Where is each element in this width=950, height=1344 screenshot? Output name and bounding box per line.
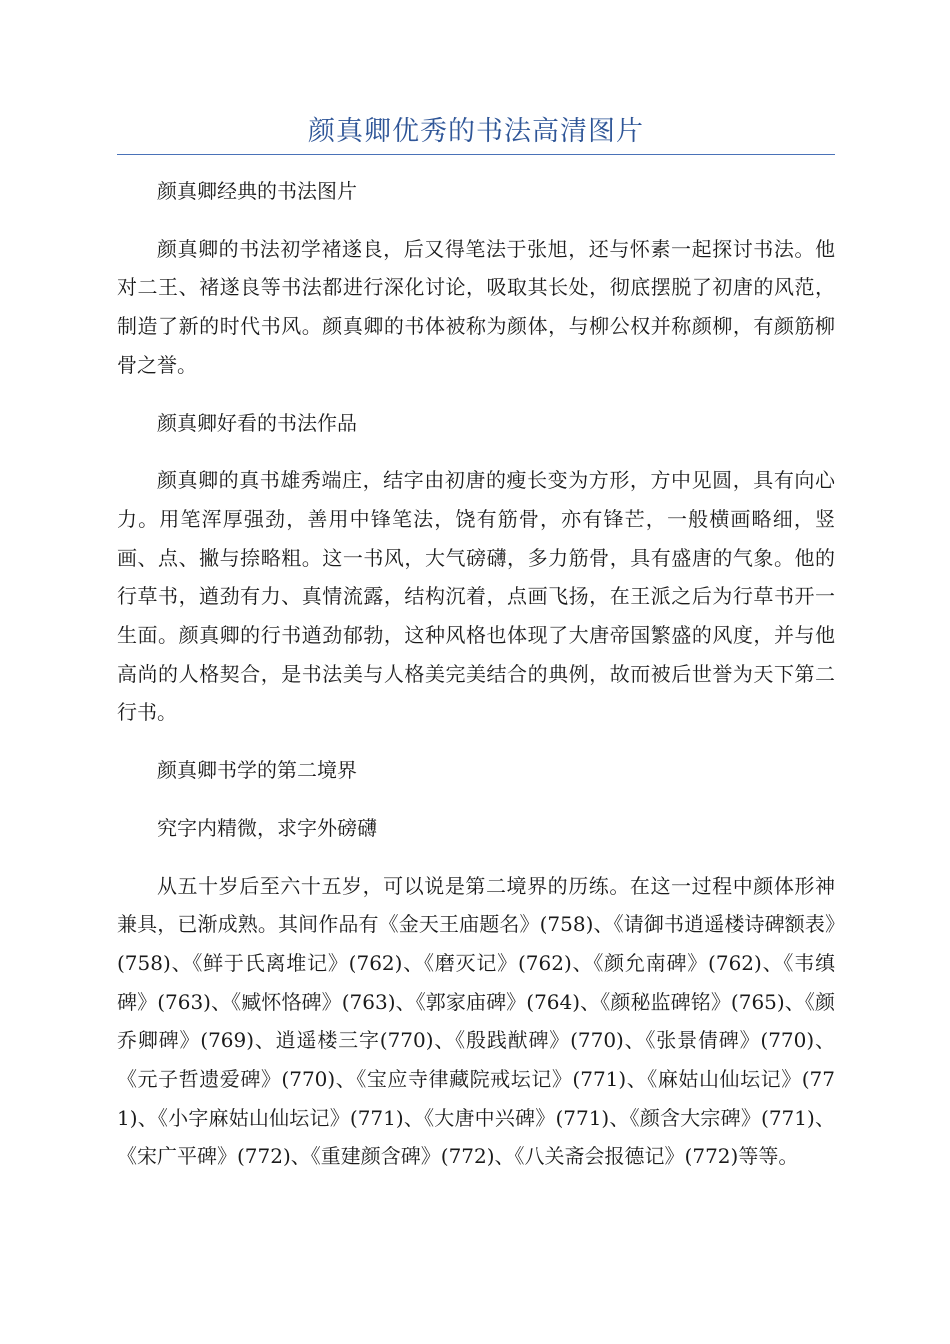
section-heading-second-realm: 颜真卿书学的第二境界	[157, 758, 357, 783]
paragraph-spacer	[117, 385, 835, 404]
document-body	[117, 172, 835, 1176]
section-heading-works: 颜真卿好看的书法作品	[157, 410, 357, 435]
paragraph-works-list: 从五十岁后至六十五岁，可以说是第二境界的历练。在这一过程中颜体形神兼具，已渐成熟。其间作品有《金天王庙题名》(758)、《请御书逍遥楼诗碑额表》(758)、《鲜于氏离堆记》(762)、《磨灭记》(762)、《颜允南碑》(762)、《韦缜碑》(763)、《臧怀恪碑》(763)、《郭家庙碑》(764)、《颜秘监碑铭》(765)、《颜乔卿碑》(769)、逍遥楼三字(770)、《殷践猷碑》(770)、《张景倩碑》(770)、《元子哲遗爱碑》(770)、《宝应寺律藏院戒坛记》(771)、《麻姑山仙坛记》(771)、《小字麻姑山仙坛记》(771)、《大唐中兴碑》(771)、《颜含大宗碑》(771)、《宋广平碑》(772)、《重建颜含碑》(772)、《八关斋会报德记》(772)等等。	[117, 873, 835, 1169]
paragraph-spacer	[117, 790, 835, 809]
paragraph-intro: 颜真卿的书法初学褚遂良，后又得笔法于张旭，还与怀素一起探讨书法。他对二王、褚遂良等书法都进行深化讨论，吸取其长处，彻底摆脱了初唐的风范，制造了新的时代书风。颜真卿的书体被称为颜体，与柳公权并称颜柳，有颜筋柳骨之誉。	[117, 236, 835, 377]
section-subheading: 究字内精微，求字外磅礴	[157, 815, 377, 840]
section-heading-classic: 颜真卿经典的书法图片	[157, 179, 357, 203]
paragraph-spacer	[117, 732, 835, 751]
paragraph-spacer	[117, 211, 835, 230]
paragraph-style: 颜真卿的真书雄秀端庄，结字由初唐的瘦长变为方形，方中见圆，具有向心力。用笔浑厚强劲，善用中锋笔法，饶有筋骨，亦有锋芒，一般横画略细，竖画、点、撇与捺略粗。这一书风，大气磅礴，多力筋骨，具有盛唐的气象。他的行草书，遒劲有力、真情流露，结构沉着，点画飞扬，在王派之后为行草书开一生面。颜真卿的行书遒劲郁勃，这种风格也体现了大唐帝国繁盛的风度，并与他高尚的人格契合，是书法美与人格美完美结合的典例，故而被后世誉为天下第二行书。	[117, 468, 835, 725]
page-title: 颜真卿优秀的书法高清图片	[308, 116, 644, 147]
title-underline	[117, 154, 835, 155]
paragraph-spacer	[117, 848, 835, 867]
paragraph-spacer	[117, 442, 835, 461]
